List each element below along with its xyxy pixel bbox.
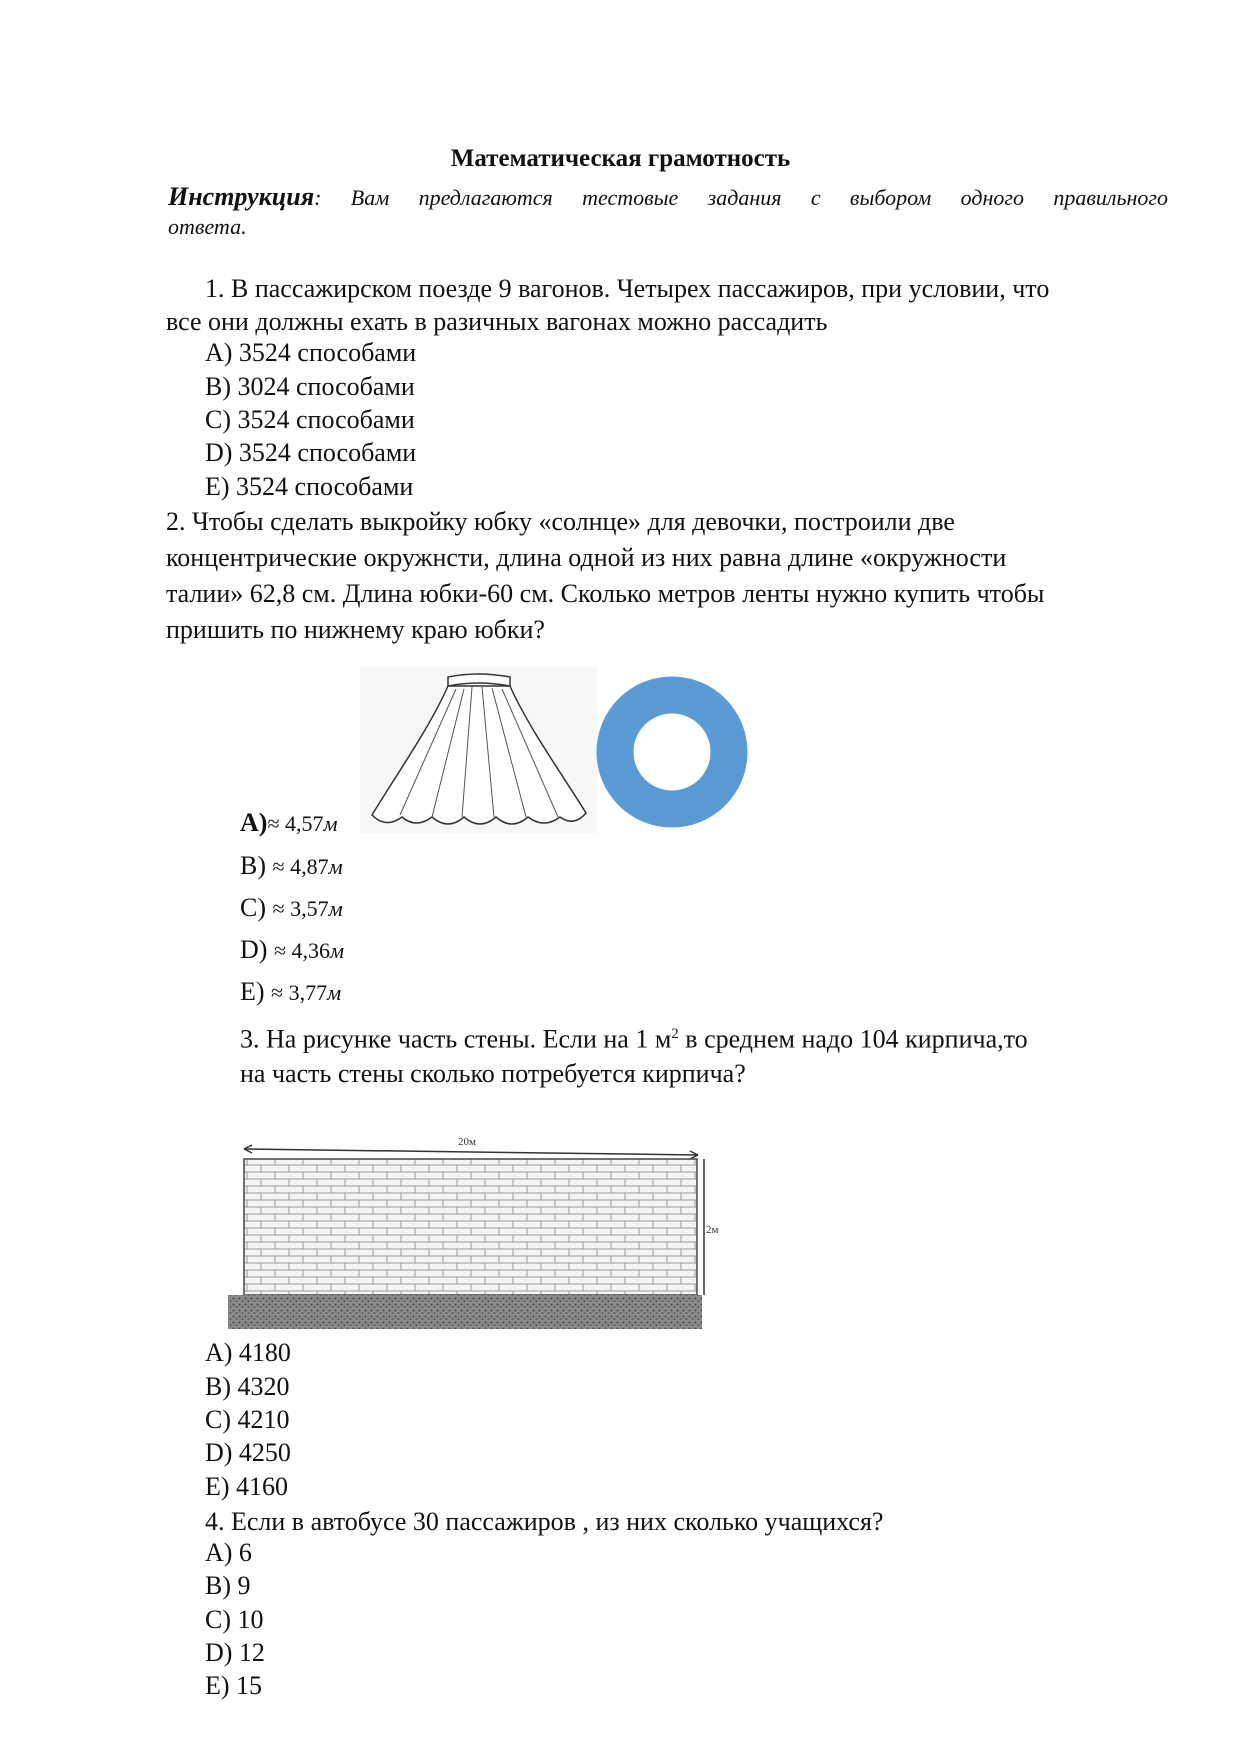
q2-option-a-value: ≈ 4,57 xyxy=(267,811,324,836)
wall-height-label: 2м xyxy=(706,1224,719,1236)
wall-width-label: 20м xyxy=(458,1136,476,1148)
q2-text-line3: талии» 62,8 см. Длина юбки-60 см. Сколько метров ленты нужно купить чтобы xyxy=(166,579,1045,608)
q3-option-c: C) 4210 xyxy=(205,1405,290,1434)
instruction-text-cont: ответа. xyxy=(168,214,247,239)
instruction-line xyxy=(168,182,1168,212)
q2-option-e xyxy=(240,977,341,1007)
q3-option-a: A) 4180 xyxy=(205,1338,291,1367)
q2-option-c-letter: C) xyxy=(240,893,266,922)
q2-option-b xyxy=(240,851,343,881)
page-title: Математическая грамотность xyxy=(450,145,791,172)
q1-text-line1: 1. В пассажирском поезде 9 вагонов. Четырех пассажиров, при условии, что xyxy=(205,274,1050,303)
q1-option-e: E) 3524 способами xyxy=(205,472,414,501)
q2-option-d xyxy=(240,935,344,965)
q2-text-line1: 2. Чтобы сделать выкройку юбку «солнце» для девочки, построили две xyxy=(166,507,955,536)
q2-option-a-unit: м xyxy=(323,811,338,836)
q4-option-c: C) 10 xyxy=(205,1605,264,1634)
q1-option-c: C) 3524 способами xyxy=(205,405,415,434)
q3-text-sup: 2 xyxy=(671,1026,679,1042)
q4-text: 4. Если в автобусе 30 пассажиров , из них сколько учащихся? xyxy=(205,1507,884,1536)
instruction-text: : Вам предлагаются тестовые задания с выбором одного правильного xyxy=(314,185,1168,210)
instruction-label: Инструкция xyxy=(168,182,315,211)
q2-option-e-value: ≈ 3,77 xyxy=(271,980,328,1005)
q1-option-d: D) 3524 способами xyxy=(205,438,417,467)
skirt-image xyxy=(360,667,597,833)
q2-option-d-unit: м xyxy=(330,938,345,963)
q2-option-b-letter: B) xyxy=(240,851,266,880)
brick-wall-image xyxy=(226,1123,719,1329)
q2-option-b-value: ≈ 4,87 xyxy=(272,854,329,879)
q1-option-a: A) 3524 способами xyxy=(205,338,417,367)
q2-option-d-letter: D) xyxy=(240,935,268,964)
q2-option-e-unit: м xyxy=(327,980,342,1005)
q4-option-e: E) 15 xyxy=(205,1671,263,1700)
q3-option-e: E) 4160 xyxy=(205,1472,289,1501)
q2-option-b-unit: м xyxy=(328,854,343,879)
q3-option-b: B) 4320 xyxy=(205,1372,290,1401)
ring-diagram xyxy=(596,673,748,831)
q4-option-d: D) 12 xyxy=(205,1638,265,1667)
q2-text-line4: пришить по нижнему краю юбки? xyxy=(166,615,545,644)
q2-option-a xyxy=(240,808,338,838)
q2-option-c-value: ≈ 3,57 xyxy=(272,896,329,921)
q3-text-pre: 3. На рисунке часть стены. Если на 1 м xyxy=(240,1024,672,1054)
q4-option-b: B) 9 xyxy=(205,1571,251,1600)
q2-option-e-letter: E) xyxy=(240,977,265,1006)
q3-option-d: D) 4250 xyxy=(205,1438,291,1467)
q2-option-d-value: ≈ 4,36 xyxy=(273,938,331,963)
q2-option-c-unit: м xyxy=(328,896,343,921)
q2-option-a-letter: A) xyxy=(240,808,268,837)
q1-option-b: B) 3024 способами xyxy=(205,372,415,401)
q3-text-post: в среднем надо 104 кирпича,то xyxy=(678,1024,1028,1054)
q3-text-line1 xyxy=(240,1017,1028,1057)
q2-text-line2: концентрические окружнсти, длина одной из них равна длине «окружности xyxy=(166,543,1007,572)
q2-option-c xyxy=(240,893,343,923)
q4-option-a: A) 6 xyxy=(205,1538,252,1567)
q3-text-line2: на часть стены сколько потребуется кирпича? xyxy=(240,1059,746,1088)
q1-text-line2: все они должны ехать в разичных вагонах можно рассадить xyxy=(166,307,828,336)
